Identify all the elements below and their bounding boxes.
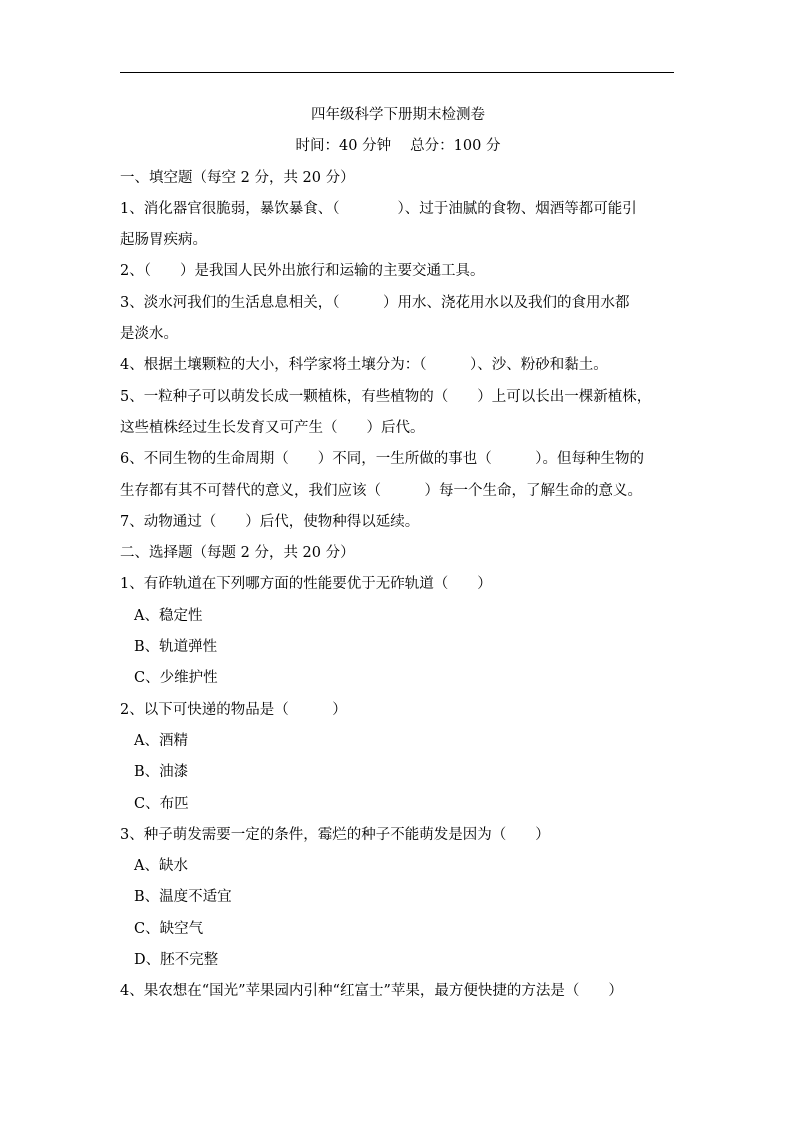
fill-question-4: 4、根据土壤颗粒的大小，科学家将土壤分为：（ ）、沙、粉砂和黏土。 [120, 357, 608, 374]
fill-question-6-line-1: 6、不同生物的生命周期（ ）不同，一生所做的事也（ ）。但每种生物的 [120, 451, 644, 468]
fill-question-2: 2、（ ）是我国人民外出旅行和运输的主要交通工具。 [120, 263, 485, 280]
choice-question-2: 2、以下可快递的物品是（ ） [120, 701, 347, 718]
fill-question-5-line-1: 5、一粒种子可以萌发长成一颗植株，有些植物的（ ）上可以长出一棵新植株， [120, 388, 652, 405]
choice-2-option-b: B、油漆 [134, 764, 189, 781]
fill-question-5-line-2: 这些植株经过生长发育又可产生（ ）后代。 [120, 419, 425, 436]
section-heading-choice: 二、选择题（每题 2 分，共 20 分） [120, 545, 355, 562]
choice-question-1: 1、有砟轨道在下列哪方面的性能要优于无砟轨道（ ） [120, 576, 492, 593]
fill-question-1-line-1: 1、消化器官很脆弱，暴饮暴食、（ ）、过于油腻的食物、烟酒等都可能引 [120, 200, 637, 217]
header-rule [120, 72, 674, 73]
choice-1-option-c: C、少维护性 [134, 670, 218, 687]
choice-3-option-c: C、缺空气 [134, 920, 204, 937]
choice-3-option-d: D、胚不完整 [134, 952, 219, 969]
section-heading-fill-blank: 一、填空题（每空 2 分，共 20 分） [120, 169, 355, 186]
choice-question-4: 4、果农想在“国光”苹果园内引种“红富士”苹果，最方便快捷的方法是（ ） [120, 983, 623, 1000]
fill-question-3-line-1: 3、淡水河我们的生活息息相关，（ ）用水、浇花用水以及我们的食用水都 [120, 294, 630, 311]
choice-question-3: 3、种子萌发需要一定的条件，霉烂的种子不能萌发是因为（ ） [120, 826, 550, 843]
choice-2-option-c: C、布匹 [134, 795, 189, 812]
fill-question-3-line-2: 是淡水。 [120, 326, 178, 343]
fill-question-1-line-2: 起肠胃疾病。 [120, 232, 207, 249]
page-title: 四年级科学下册期末检测卷 [311, 107, 485, 123]
exam-meta: 时间：40 分钟 总分：100 分 [295, 138, 501, 155]
choice-2-option-a: A、酒精 [134, 732, 188, 749]
exam-page [120, 100, 676, 1008]
choice-3-option-a: A、缺水 [134, 858, 188, 875]
choice-1-option-b: B、轨道弹性 [134, 639, 218, 656]
fill-question-6-line-2: 生存都有其不可替代的意义，我们应该（ ）每一个生命，了解生命的意义。 [120, 482, 642, 499]
choice-1-option-a: A、稳定性 [134, 607, 203, 624]
fill-question-7: 7、动物通过（ ）后代，使物种得以延续。 [120, 513, 420, 530]
choice-3-option-b: B、温度不适宜 [134, 889, 232, 906]
